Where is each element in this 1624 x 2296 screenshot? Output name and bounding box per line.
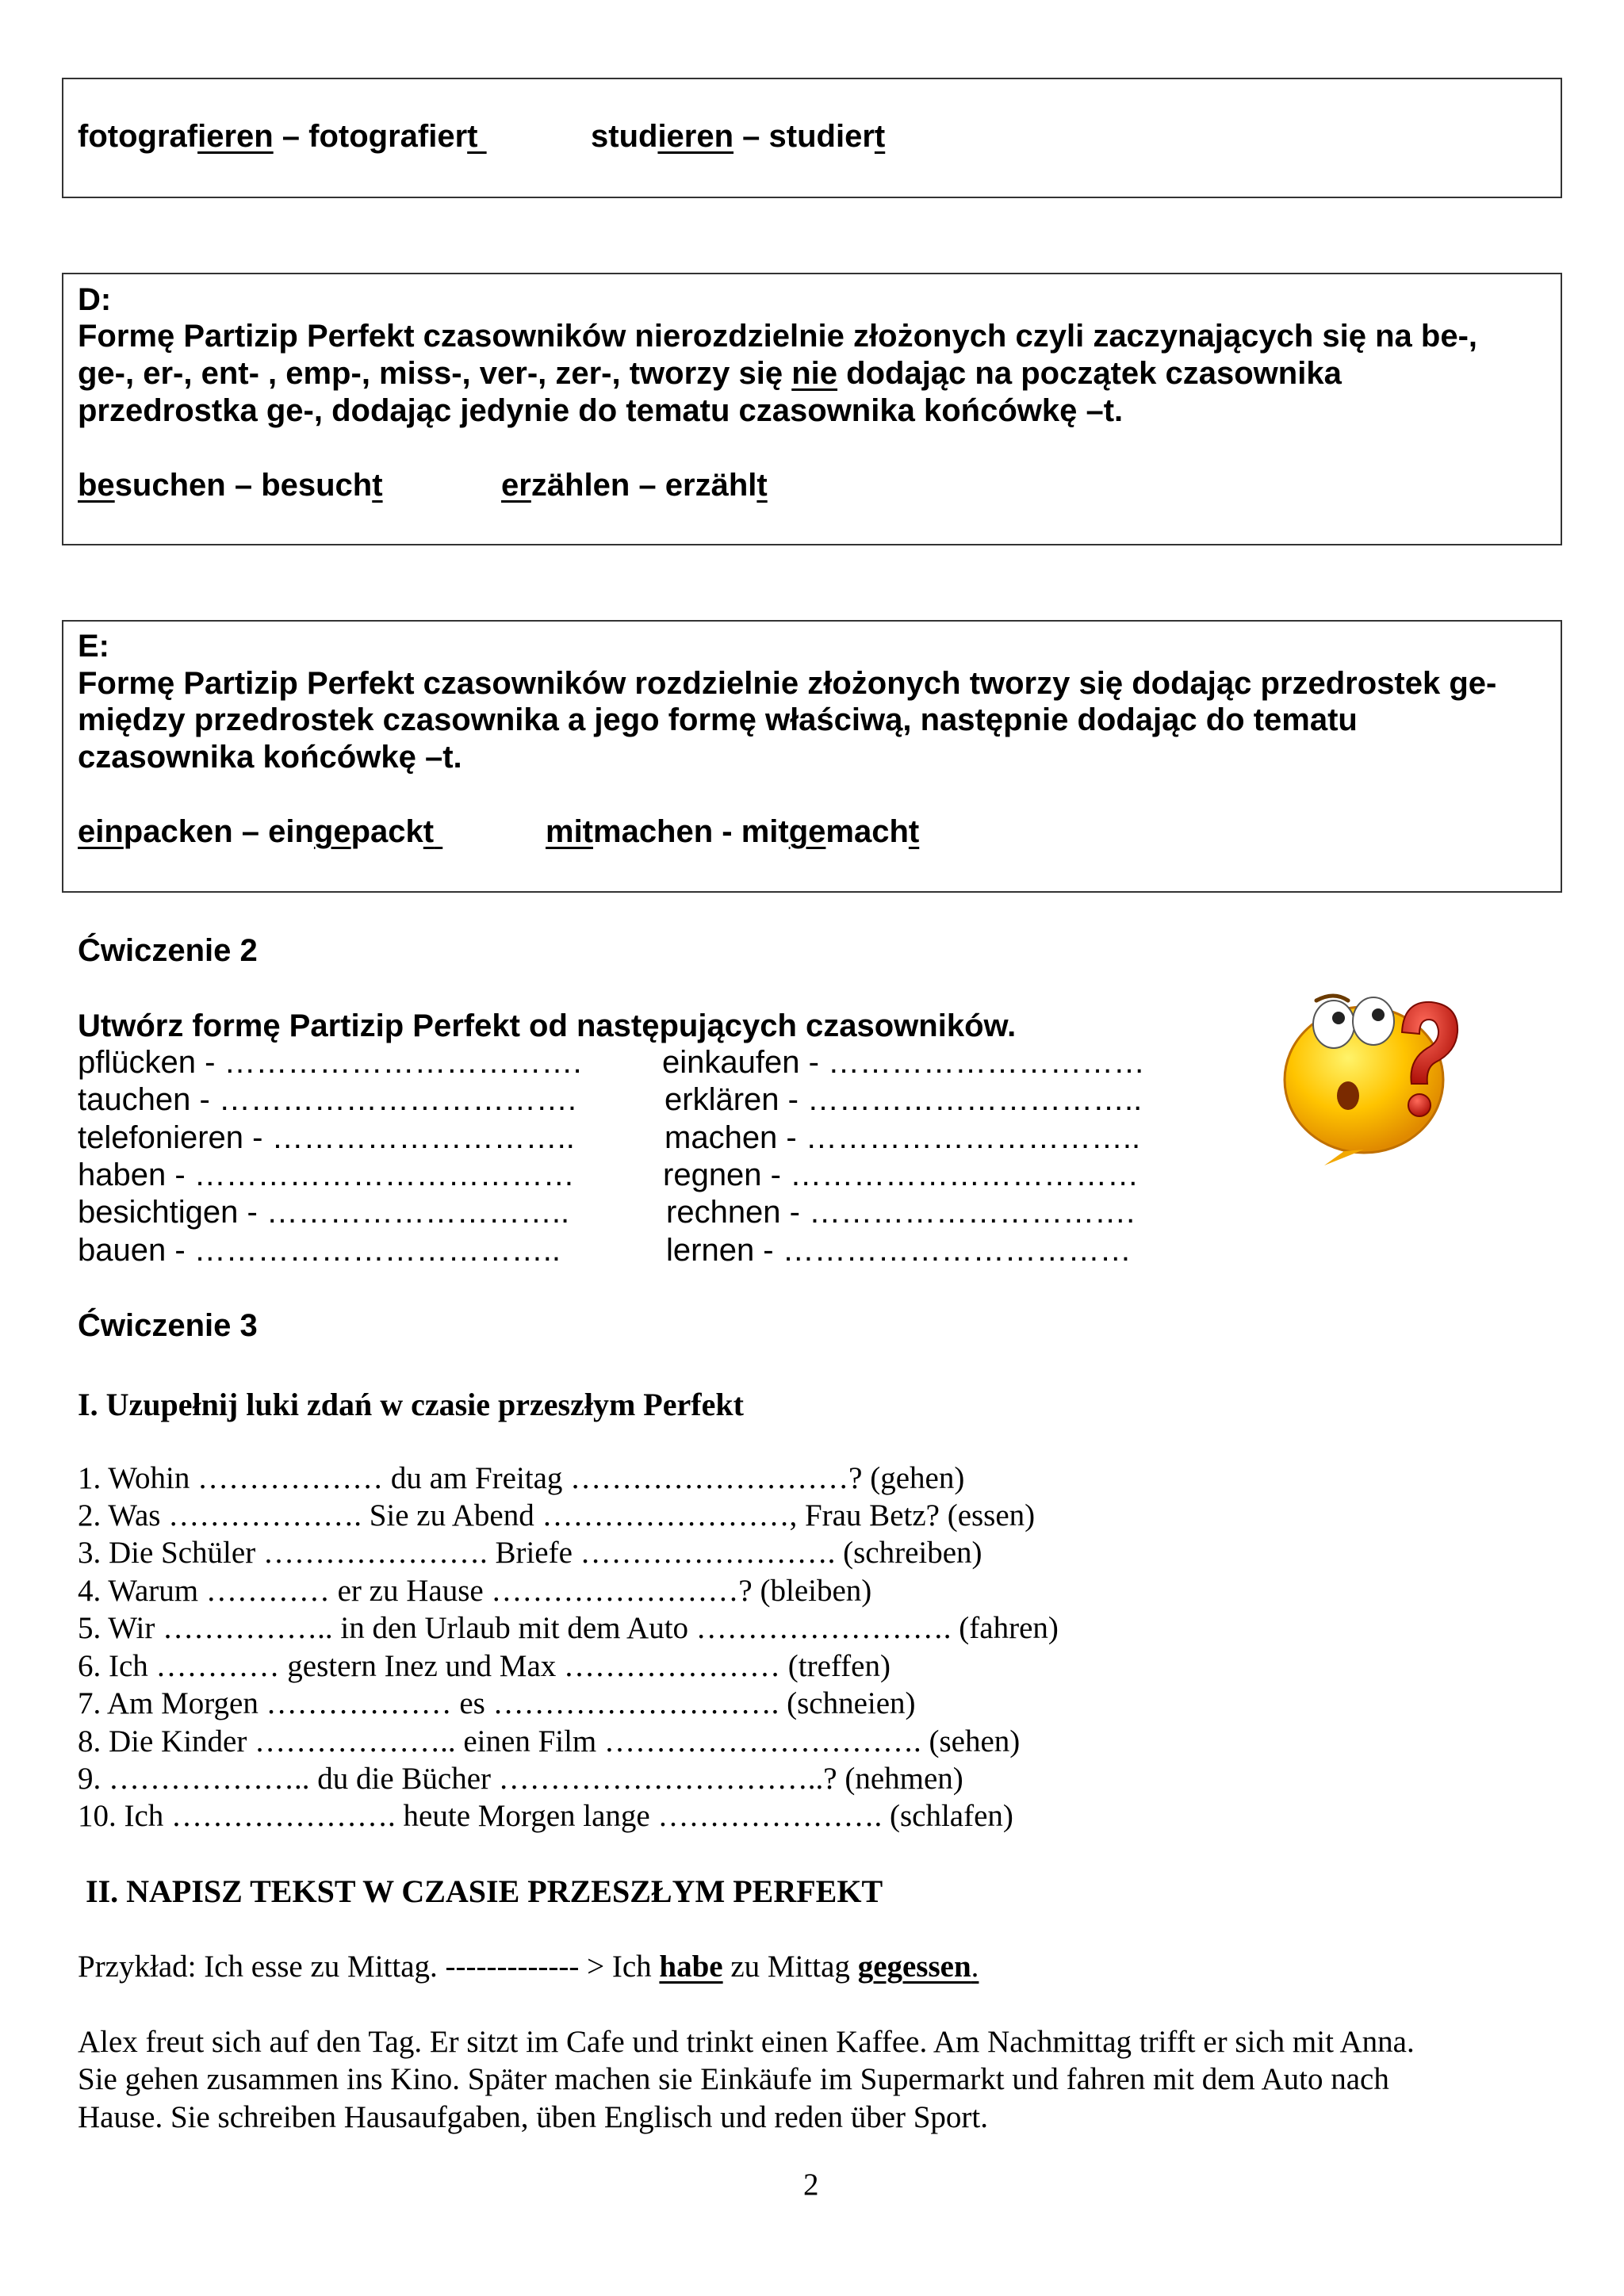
text-line-1: Alex freut sich auf den Tag. Er sitzt im Cafe und trinkt einen Kaffee. Am Nachmittag trifft er sich mit Anna. xyxy=(78,2025,1415,2059)
sentence-3: 3. Die Schüler …………………. Briefe ……………………. (schreiben) xyxy=(78,1536,982,1570)
exercise-3-part-1-title: I. Uzupełnij luki zdań w czasie przeszłym Perfekt xyxy=(78,1387,744,1422)
exercise-3-title: Ćwiczenie 3 xyxy=(78,1308,258,1343)
sentence-9: 9. ……………….. du die Bücher …………………………..? (nehmen) xyxy=(78,1762,963,1796)
sentence-8: 8. Die Kinder ……………….. einen Film …………………………. (sehen) xyxy=(78,1724,1021,1758)
example-line: Przykład: Ich esse zu Mittag. ------------- > Ich habe zu Mittag gegessen. xyxy=(78,1950,979,1984)
box-e-heading: E: xyxy=(78,629,109,664)
sentence-2: 2. Was ………………. Sie zu Abend ……………………, Frau Betz? (essen) xyxy=(78,1498,1036,1533)
text-line-3: Hause. Sie schreiben Hausaufgaben, üben Englisch und reden über Sport. xyxy=(78,2100,989,2134)
box-d-example-2: erzählen – erzählt xyxy=(501,468,768,503)
verb-left-6: bauen - …………………………….. xyxy=(78,1233,561,1268)
sentence-10: 10. Ich …………………. heute Morgen lange …………………. (schlafen) xyxy=(78,1799,1013,1833)
sentence-5: 5. Wir …………….. in den Urlaub mit dem Auto ……………………. (fahren) xyxy=(78,1611,1059,1645)
exercise-2-title: Ćwiczenie 2 xyxy=(78,933,258,968)
verb-right-6: lernen - …………………………… xyxy=(666,1233,1132,1268)
verb-right-5: rechnen - …………………………. xyxy=(666,1195,1136,1230)
box-d-heading: D: xyxy=(78,282,112,317)
box-d-line-3: przedrostka ge-, dodając jedynie do tematu czasownika końcówkę –t. xyxy=(78,393,1124,428)
sentence-6: 6. Ich ………… gestern Inez und Max ………………… (treffen) xyxy=(78,1649,891,1683)
verb-right-3: machen - ………………………….. xyxy=(665,1120,1141,1155)
exercise-2-instruction: Utwórz formę Partizip Perfekt od następujących czasowników. xyxy=(78,1008,1017,1043)
box-d-line-2: ge-, er-, ent- , emp-, miss-, ver-, zer-, tworzy się nie dodając na początek czasownika xyxy=(78,356,1342,391)
box-d-line-1: Formę Partizip Perfekt czasowników nierozdzielnie złożonych czyli zaczynających się na be-, xyxy=(78,319,1477,354)
box-e-example-2: mitmachen - mitgemacht xyxy=(546,814,920,849)
box-e-example-1: einpacken – eingepackt xyxy=(78,814,435,849)
page-number: 2 xyxy=(803,2168,819,2202)
confused-emoji-icon xyxy=(1269,969,1475,1167)
verb-left-2: tauchen - ……………………………. xyxy=(78,1082,577,1117)
verb-left-3: telefonieren - ……………………….. xyxy=(78,1120,575,1155)
box-e-line-2: między przedrostek czasownika a jego formę właściwą, następnie dodając do tematu xyxy=(78,702,1358,737)
box-e-line-3: czasownika końcówkę –t. xyxy=(78,740,462,775)
verb-right-4: regnen - …………………………… xyxy=(663,1158,1139,1192)
box-c-example-1: fotografieren – fotografiert xyxy=(78,119,478,154)
box-e-line-1: Formę Partizip Perfekt czasowników rozdzielnie złożonych tworzy się dodając przedrostek ge- xyxy=(78,666,1497,701)
verb-right-1: einkaufen - ………………………… xyxy=(662,1045,1146,1080)
box-c-example-2: studieren – studiert xyxy=(591,119,886,154)
sentence-7: 7. Am Morgen ……………… es ………………………. (schneien) xyxy=(78,1686,916,1720)
verb-left-4: haben - ……………………………… xyxy=(78,1158,575,1192)
exercise-3-part-2-title: II. NAPISZ TEKST W CZASIE PRZESZŁYM PERFEKT xyxy=(86,1873,883,1909)
sentence-1: 1. Wohin ……………… du am Freitag ………………………? (gehen) xyxy=(78,1461,965,1495)
verb-left-1: pflücken - ……………………………. xyxy=(78,1045,582,1080)
text-line-2: Sie gehen zusammen ins Kino. Später machen sie Einkäufe im Supermarkt und fahren mit dem Auto nach xyxy=(78,2062,1389,2096)
box-d-example-1: besuchen – besucht xyxy=(78,468,383,503)
verb-left-5: besichtigen - ……………………….. xyxy=(78,1195,570,1230)
sentence-4: 4. Warum ………… er zu Hause ……………………? (bleiben) xyxy=(78,1574,872,1608)
verb-right-2: erklären - ………………………….. xyxy=(665,1082,1143,1117)
